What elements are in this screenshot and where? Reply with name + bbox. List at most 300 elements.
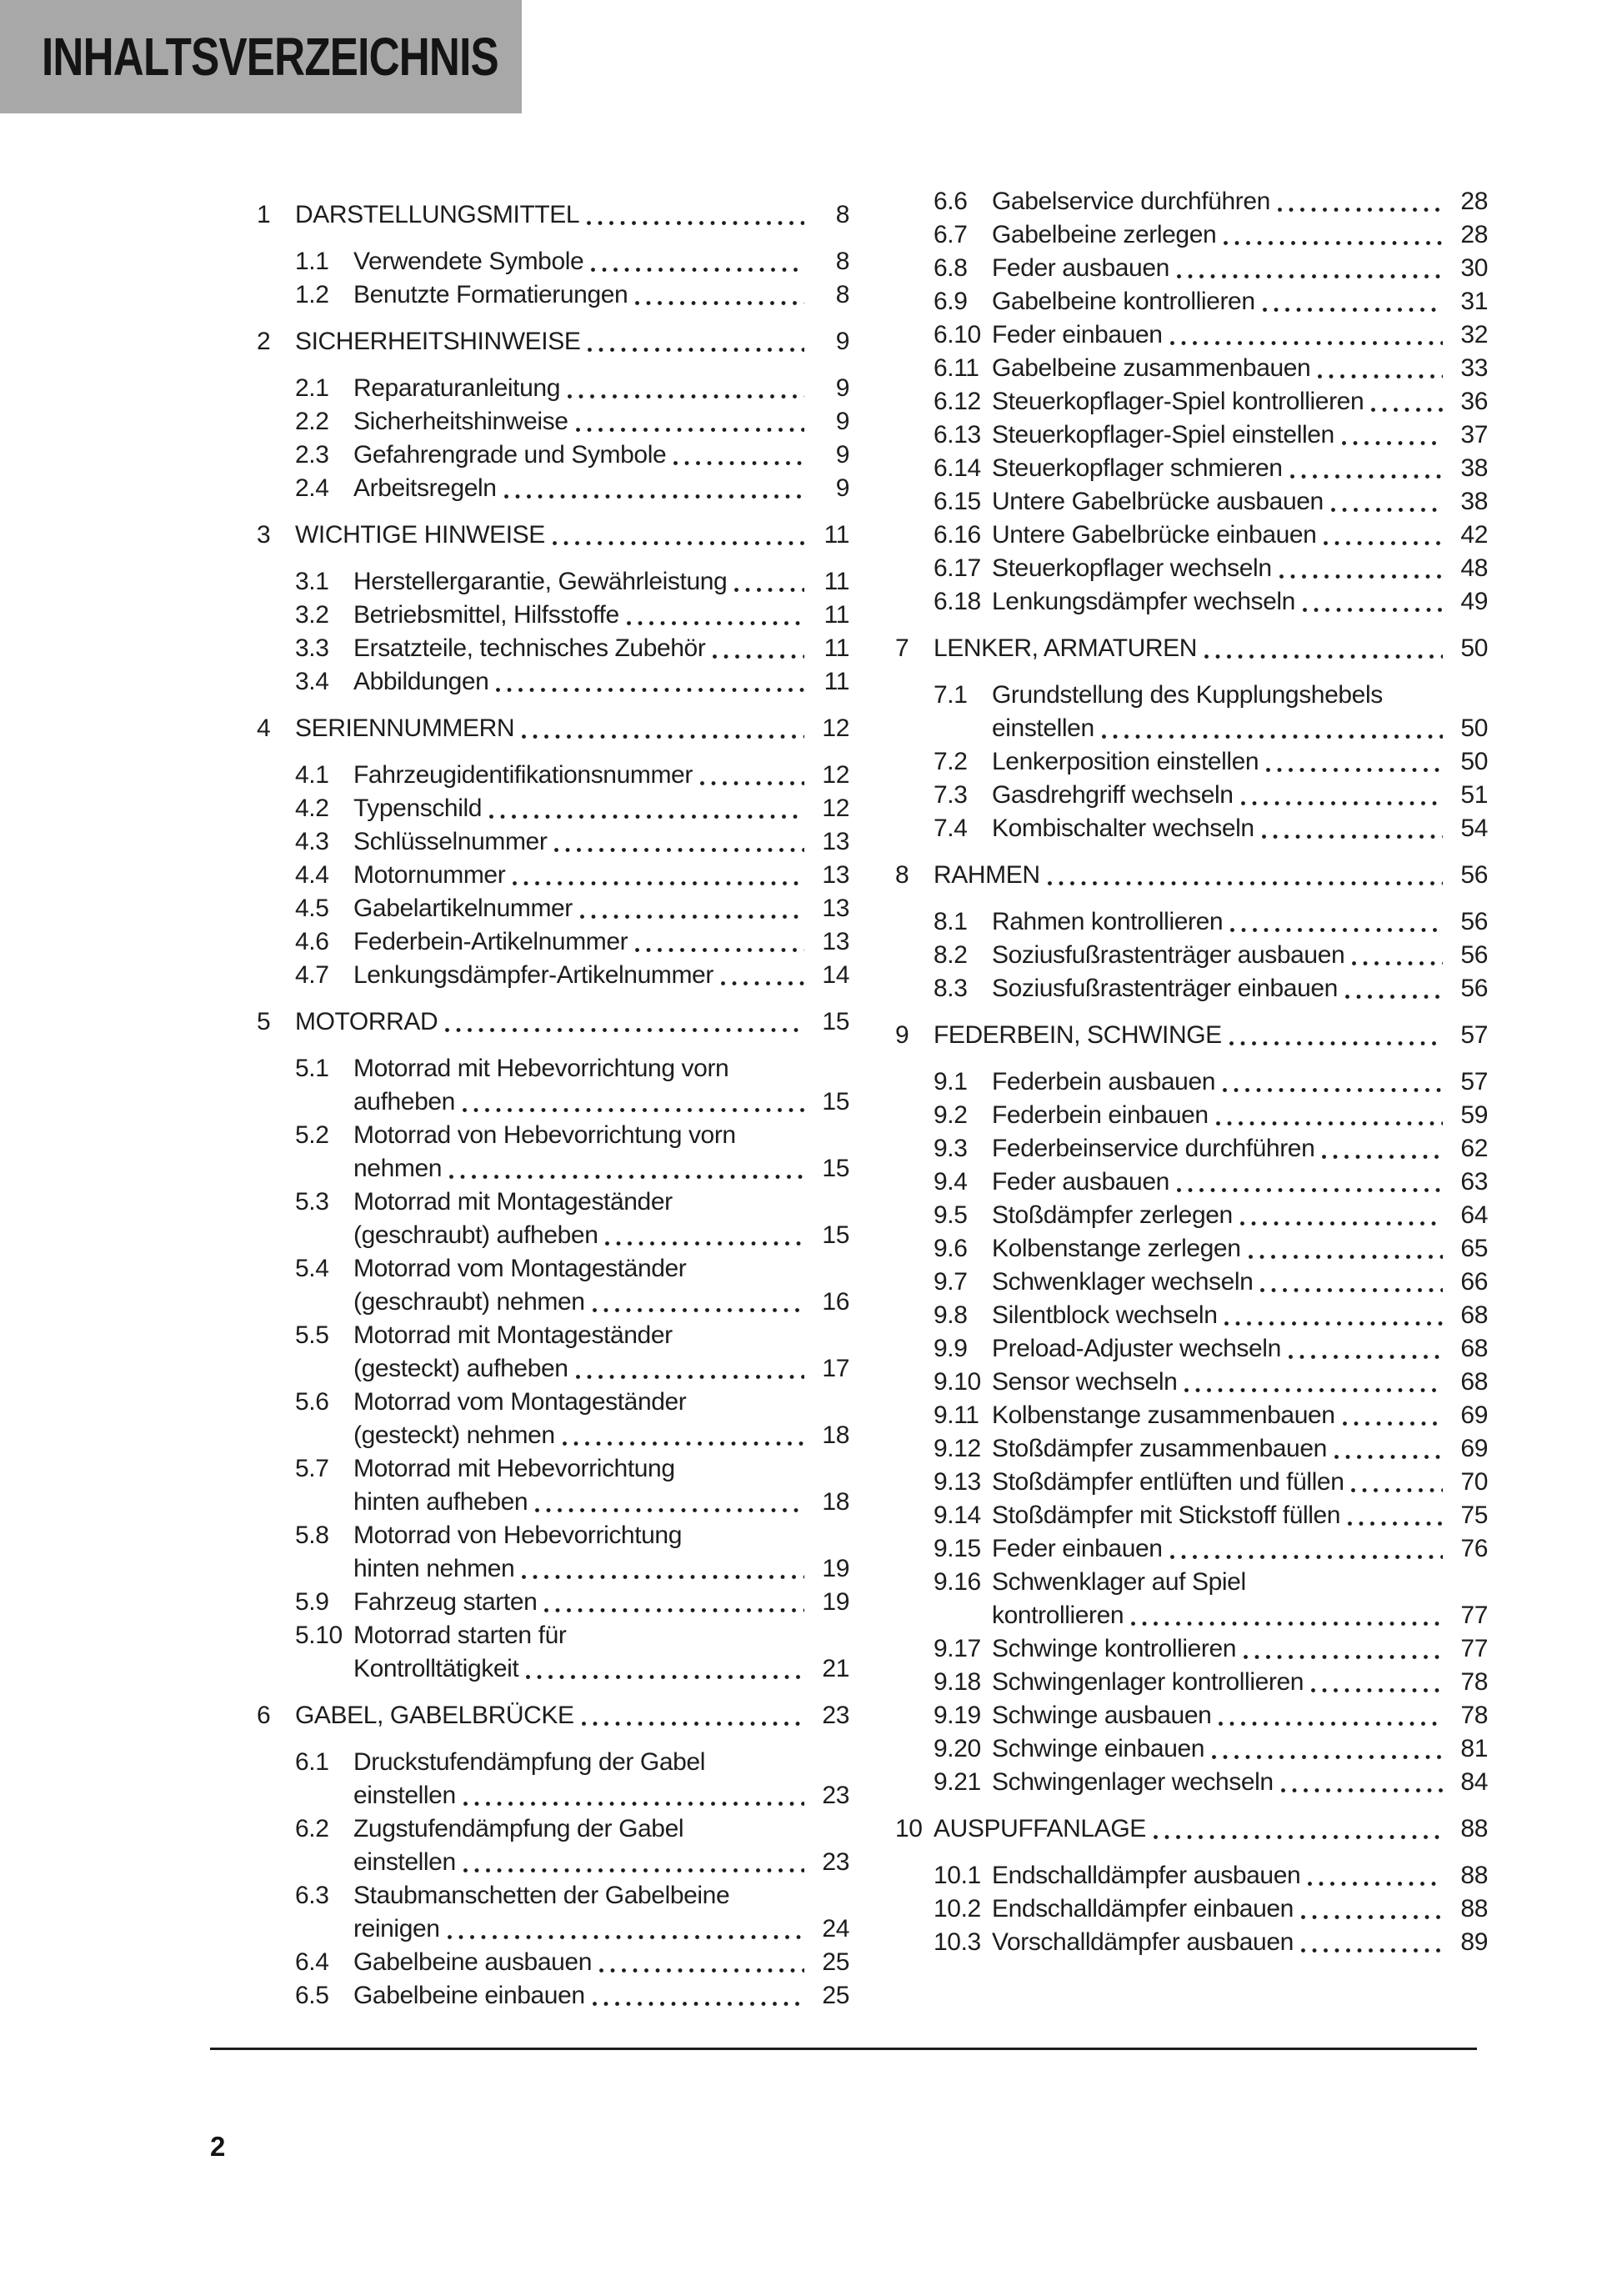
toc-entry (895, 1766, 1488, 1799)
entry-title (934, 859, 1446, 892)
entry-title-line (353, 859, 808, 892)
dot-leader (1216, 1099, 1443, 1132)
entry-page-number: 56 (1460, 975, 1488, 1002)
entry-page-number: 89 (1460, 1928, 1488, 1956)
entry-number: 9.16 (934, 1568, 981, 1596)
entry-page-number: 11 (824, 601, 849, 629)
toc-entry (257, 1586, 849, 1619)
entry-title-line: Motorrad vom Montageständer (353, 1255, 687, 1282)
entry-number: 4 (257, 714, 271, 742)
entry-title-line: Motorrad von Hebevorrichtung (353, 1521, 683, 1549)
entry-title-text: Feder ausbauen (992, 1168, 1169, 1196)
entry-title-text: nehmen (353, 1155, 443, 1182)
entry-title (992, 1566, 1446, 1632)
toc-entry (257, 1119, 849, 1186)
dot-leader (576, 405, 804, 439)
entry-page-number: 77 (1460, 1602, 1488, 1629)
entry-title (992, 185, 1446, 218)
toc-entry (895, 679, 1488, 745)
toc-entry (257, 1879, 849, 1946)
entry-title-line (992, 1232, 1446, 1266)
entry-number: 2 (257, 328, 271, 355)
entry-title (992, 1666, 1446, 1699)
entry-page-number: 24 (822, 1915, 849, 1943)
entry-number: 1 (257, 201, 271, 228)
entry-title-text: Typenschild (353, 795, 483, 822)
entry-title-text: (gesteckt) nehmen (353, 1421, 555, 1449)
entry-title-text: Federbeinservice durchführen (992, 1135, 1315, 1162)
toc-entry (257, 1519, 849, 1586)
dot-leader (627, 599, 804, 632)
entry-title-line (353, 472, 808, 505)
entry-title-line (992, 1632, 1446, 1666)
dot-leader (721, 959, 804, 992)
entry-title-line (992, 1065, 1446, 1099)
entry-number: 7 (895, 634, 909, 662)
entry-title (992, 552, 1446, 585)
entry-number: 10.3 (934, 1928, 981, 1956)
entry-title-line (992, 745, 1446, 779)
entry-title (992, 419, 1446, 452)
entry-title (353, 959, 808, 992)
entry-page-number: 88 (1460, 1862, 1488, 1889)
entry-title-line (992, 1099, 1446, 1132)
table-of-contents (257, 185, 1488, 2013)
entry-number: 6.5 (295, 1982, 329, 2009)
entry-title-line: Zugstufendämpfung der Gabel (353, 1815, 684, 1842)
entry-title-text: Steuerkopflager-Spiel einstellen (992, 421, 1334, 449)
toc-entry (895, 1812, 1488, 1846)
entry-title-line (992, 1699, 1446, 1732)
entry-title (992, 385, 1446, 419)
entry-page-number: 13 (822, 895, 849, 922)
entry-title-text: SERIENNUMMERN (295, 714, 515, 742)
entry-title-line (353, 959, 808, 992)
entry-page-number: 13 (822, 828, 849, 855)
entry-number: 6.3 (295, 1882, 329, 1909)
entry-number: 8.1 (934, 908, 968, 935)
toc-entry (257, 825, 849, 859)
toc-entry (895, 745, 1488, 779)
entry-title-line (992, 1299, 1446, 1332)
entry-number: 2.3 (295, 441, 329, 469)
entry-page-number: 28 (1460, 221, 1488, 248)
entry-number: 3.1 (295, 568, 329, 595)
entry-page-number: 56 (1460, 941, 1488, 969)
toc-entry (895, 218, 1488, 252)
entry-title (992, 252, 1446, 285)
entry-page-number: 11 (824, 521, 849, 549)
toc-entry (257, 198, 849, 232)
dot-leader (553, 519, 804, 552)
entry-page-number: 38 (1460, 488, 1488, 515)
entry-title (992, 1432, 1446, 1466)
entry-title-line (353, 1152, 808, 1186)
entry-title-line (353, 792, 808, 825)
entry-page-number: 13 (822, 928, 849, 955)
entry-title (992, 1732, 1446, 1766)
toc-entry (895, 285, 1488, 318)
entry-title-line (992, 972, 1446, 1005)
entry-page-number: 9 (835, 408, 849, 435)
entry-page-number: 69 (1460, 1401, 1488, 1429)
entry-title-line (353, 439, 808, 472)
entry-title-line (992, 1399, 1446, 1432)
entry-number: 6.18 (934, 588, 981, 615)
toc-column-right (895, 185, 1488, 2013)
entry-title (353, 665, 808, 699)
entry-title-text: DARSTELLUNGSMITTEL (295, 201, 580, 228)
entry-title-line (353, 245, 808, 278)
toc-entry (895, 1232, 1488, 1266)
dot-leader (1244, 1632, 1443, 1666)
entry-title (992, 1065, 1446, 1099)
entry-number: 6.15 (934, 488, 981, 515)
dot-leader (1219, 1699, 1443, 1732)
entry-title-text: LENKER, ARMATUREN (934, 634, 1198, 662)
entry-title-text: Steuerkopflager-Spiel kontrollieren (992, 388, 1364, 415)
toc-entry (895, 1892, 1488, 1926)
toc-entry (895, 1266, 1488, 1299)
entry-title-text: Preload-Adjuster wechseln (992, 1335, 1281, 1362)
dot-leader (489, 792, 804, 825)
toc-entry (257, 1812, 849, 1879)
entry-title-line (295, 325, 808, 358)
entry-title (992, 905, 1446, 939)
dot-leader (1241, 779, 1443, 812)
entry-title-text: (gesteckt) aufheben (353, 1355, 568, 1382)
toc-entry (257, 1452, 849, 1519)
dot-leader (713, 632, 804, 665)
toc-entry (257, 1946, 849, 1979)
entry-title-text: Fahrzeugidentifikationsnummer (353, 761, 693, 789)
entry-title-line (353, 1586, 808, 1619)
dot-leader (504, 472, 804, 505)
toc-entry (895, 812, 1488, 845)
page-title: INHALTSVERZEICHNIS (42, 27, 498, 87)
dot-leader (1343, 1399, 1443, 1432)
entry-page-number: 81 (1460, 1735, 1488, 1762)
entry-title (992, 1366, 1446, 1399)
entry-number: 10.1 (934, 1862, 981, 1889)
entry-number: 9.20 (934, 1735, 981, 1762)
entry-number: 5.1 (295, 1055, 329, 1082)
dot-leader (1266, 745, 1443, 779)
entry-title-text: Sensor wechseln (992, 1368, 1178, 1396)
entry-page-number: 12 (822, 795, 849, 822)
entry-number: 9.1 (934, 1068, 968, 1095)
entry-number: 7.4 (934, 815, 968, 842)
entry-title-line: Motorrad mit Montageständer (353, 1188, 673, 1216)
entry-title-text: Schwenklager wechseln (992, 1268, 1254, 1296)
entry-page-number: 62 (1460, 1135, 1488, 1162)
entry-title-line (992, 1466, 1446, 1499)
dot-leader (1290, 452, 1443, 485)
toc-entry (895, 1299, 1488, 1332)
entry-number: 7.1 (934, 681, 968, 709)
entry-title (992, 1499, 1446, 1532)
entry-title-line: Schwenklager auf Spiel (992, 1568, 1246, 1596)
entry-page-number: 14 (822, 961, 849, 989)
entry-page-number: 57 (1460, 1068, 1488, 1095)
toc-entry (257, 892, 849, 925)
entry-title-line (353, 278, 808, 312)
entry-number: 6.8 (934, 254, 968, 282)
dot-leader (1322, 1132, 1443, 1166)
entry-title (353, 472, 808, 505)
entry-title-line (992, 1432, 1446, 1466)
entry-number: 8.2 (934, 941, 968, 969)
entry-title (353, 632, 808, 665)
entry-title-text: Schwinge ausbauen (992, 1702, 1212, 1729)
entry-title-text: Vorschalldämpfer ausbauen (992, 1928, 1294, 1956)
dot-leader (1301, 1892, 1443, 1926)
entry-title-line (992, 1666, 1446, 1699)
toc-entry (257, 1186, 849, 1252)
entry-title-text: reinigen (353, 1915, 440, 1943)
dot-leader (1263, 285, 1443, 318)
entry-title-line (992, 1166, 1446, 1199)
entry-page-number: 23 (822, 1782, 849, 1809)
toc-entry (895, 905, 1488, 939)
entry-page-number: 76 (1460, 1535, 1488, 1562)
entry-title (353, 405, 808, 439)
entry-title (353, 759, 808, 792)
entry-page-number: 68 (1460, 1301, 1488, 1329)
entry-page-number: 50 (1460, 714, 1488, 742)
entry-number: 9.4 (934, 1168, 968, 1196)
entry-title-text: Soziusfußrastenträger ausbauen (992, 941, 1345, 969)
toc-entry (895, 1466, 1488, 1499)
toc-entry (257, 1319, 849, 1386)
entry-number: 2.4 (295, 474, 329, 502)
entry-title-line (353, 1652, 808, 1686)
dot-leader (1240, 1199, 1443, 1232)
entry-title-line: Grundstellung des Kupplungshebels (992, 681, 1383, 709)
entry-title-line (992, 1199, 1446, 1232)
entry-number: 8 (895, 861, 909, 889)
entry-number: 9.5 (934, 1201, 968, 1229)
entry-title-text: SICHERHEITSHINWEISE (295, 328, 581, 355)
toc-entry (895, 452, 1488, 485)
dot-leader (591, 245, 804, 278)
dot-leader (1177, 1166, 1443, 1199)
entry-title-text: Feder ausbauen (992, 254, 1169, 282)
entry-number: 4.7 (295, 961, 329, 989)
entry-page-number: 48 (1460, 554, 1488, 582)
toc-entry (257, 859, 849, 892)
entry-title (295, 712, 808, 745)
dot-leader (635, 925, 804, 959)
entry-title (992, 452, 1446, 485)
entry-page-number: 17 (822, 1355, 849, 1382)
entry-page-number: 59 (1460, 1101, 1488, 1129)
entry-number: 5 (257, 1008, 271, 1035)
entry-title (353, 278, 808, 312)
entry-title (992, 1166, 1446, 1199)
footer-divider (210, 2048, 1477, 2050)
entry-number: 5.7 (295, 1455, 329, 1482)
entry-title-line (992, 252, 1446, 285)
dot-leader (1331, 485, 1443, 519)
entry-title (353, 1519, 808, 1586)
toc-entry (895, 1366, 1488, 1399)
entry-page-number: 9 (835, 441, 849, 469)
entry-title (992, 1099, 1446, 1132)
entry-number: 6.14 (934, 454, 981, 482)
entry-title (353, 1586, 808, 1619)
entry-page-number: 15 (822, 1088, 849, 1115)
entry-title-line (992, 385, 1446, 419)
entry-title (353, 1979, 808, 2013)
dot-leader (1170, 318, 1443, 352)
entry-number: 7.2 (934, 748, 968, 775)
toc-entry (257, 1979, 849, 2013)
entry-number: 9.17 (934, 1635, 981, 1662)
toc-entry (895, 519, 1488, 552)
entry-number: 3.2 (295, 601, 329, 629)
entry-number: 9.8 (934, 1301, 968, 1329)
entry-page-number: 51 (1460, 781, 1488, 809)
entry-title (295, 325, 808, 358)
entry-title-text: Schlüsselnummer (353, 828, 548, 855)
entry-number: 9.9 (934, 1335, 968, 1362)
toc-entry (257, 472, 849, 505)
entry-title-text: einstellen (992, 714, 1094, 742)
entry-title-line: Druckstufendämpfung der Gabel (353, 1748, 705, 1776)
entry-page-number: 12 (822, 714, 849, 742)
entry-number: 6.4 (295, 1948, 329, 1976)
dot-leader (463, 1846, 804, 1879)
dot-leader (1301, 1926, 1443, 1959)
entry-number: 5.5 (295, 1321, 329, 1349)
entry-title-line (353, 1486, 808, 1519)
entry-number: 6.6 (934, 188, 968, 215)
entry-number: 9.6 (934, 1235, 968, 1262)
dot-leader (554, 825, 804, 859)
entry-title (992, 745, 1446, 779)
entry-number: 9.10 (934, 1368, 981, 1396)
entry-title (353, 1812, 808, 1879)
dot-leader (463, 1085, 804, 1119)
entry-page-number: 66 (1460, 1268, 1488, 1296)
entry-title (353, 372, 808, 405)
entry-title-text: Fahrzeug starten (353, 1588, 538, 1616)
entry-title (992, 1332, 1446, 1366)
entry-page-number: 78 (1460, 1668, 1488, 1696)
entry-title (934, 1812, 1446, 1846)
entry-title (295, 519, 808, 552)
entry-title (934, 632, 1446, 665)
entry-title-line (353, 405, 808, 439)
entry-title-line (353, 1846, 808, 1879)
entry-page-number: 33 (1460, 354, 1488, 382)
entry-title (992, 1926, 1446, 1959)
entry-title-text: FEDERBEIN, SCHWINGE (934, 1021, 1222, 1049)
entry-title-line (353, 1085, 808, 1119)
entry-title-text: Gabelbeine zerlegen (992, 221, 1217, 248)
entry-title-text: Federbein-Artikelnummer (353, 928, 628, 955)
entry-title-text: Lenkungsdämpfer wechseln (992, 588, 1295, 615)
entry-title-line (295, 198, 808, 232)
entry-title-text: Sicherheitshinweise (353, 408, 568, 435)
entry-title-line (992, 218, 1446, 252)
entry-title (992, 318, 1446, 352)
dot-leader (1351, 1466, 1443, 1499)
toc-entry (895, 419, 1488, 452)
entry-page-number: 31 (1460, 288, 1488, 315)
entry-page-number: 28 (1460, 188, 1488, 215)
entry-page-number: 57 (1460, 1021, 1488, 1049)
entry-number: 5.10 (295, 1622, 343, 1649)
dot-leader (1260, 1266, 1443, 1299)
entry-title-text: Kolbenstange zerlegen (992, 1235, 1241, 1262)
toc-entry (895, 1732, 1488, 1766)
entry-page-number: 88 (1460, 1815, 1488, 1842)
dot-leader (1348, 1499, 1443, 1532)
entry-number: 1.2 (295, 281, 329, 308)
entry-page-number: 18 (822, 1488, 849, 1516)
entry-title-text: (geschraubt) nehmen (353, 1288, 585, 1316)
entry-title-text: (geschraubt) aufheben (353, 1221, 598, 1249)
entry-title-line (934, 1812, 1446, 1846)
entry-number: 9.3 (934, 1135, 968, 1162)
entry-title-text: Gabelbeine zusammenbauen (992, 354, 1311, 382)
entry-page-number: 50 (1460, 748, 1488, 775)
entry-page-number: 36 (1460, 388, 1488, 415)
dot-leader (1324, 519, 1443, 552)
entry-number: 6.13 (934, 421, 981, 449)
entry-title (353, 1186, 808, 1252)
entry-number: 9.7 (934, 1268, 968, 1296)
entry-title-line (353, 925, 808, 959)
entry-number: 4.4 (295, 861, 329, 889)
toc-entry (895, 1019, 1488, 1052)
entry-title (992, 972, 1446, 1005)
entry-title (353, 792, 808, 825)
entry-title (353, 1746, 808, 1812)
entry-title-line: Staubmanschetten der Gabelbeine (353, 1882, 730, 1909)
toc-entry (257, 1386, 849, 1452)
entry-title-line: Motorrad mit Hebevorrichtung (353, 1455, 675, 1482)
entry-title (992, 1892, 1446, 1926)
entry-page-number: 9 (835, 328, 849, 355)
toc-entry (895, 1699, 1488, 1732)
toc-entry (257, 925, 849, 959)
entry-title-text: Schwingenlager kontrollieren (992, 1668, 1304, 1696)
entry-title-line (992, 1599, 1446, 1632)
dot-leader (1318, 352, 1443, 385)
entry-title-line (992, 1732, 1446, 1766)
dot-leader (1289, 1332, 1443, 1366)
toc-entry (257, 1619, 849, 1686)
dot-leader (1371, 385, 1443, 419)
toc-entry (895, 779, 1488, 812)
dot-leader (673, 439, 804, 472)
entry-page-number: 42 (1460, 521, 1488, 549)
entry-title (353, 1319, 808, 1386)
entry-page-number: 19 (822, 1555, 849, 1582)
entry-number: 6.12 (934, 388, 981, 415)
entry-title (353, 245, 808, 278)
dot-leader (1048, 859, 1443, 892)
entry-title-line (992, 1532, 1446, 1566)
entry-page-number: 78 (1460, 1702, 1488, 1729)
entry-title-text: Motornummer (353, 861, 506, 889)
entry-title (992, 1132, 1446, 1166)
entry-number: 4.3 (295, 828, 329, 855)
entry-number: 4.1 (295, 761, 329, 789)
